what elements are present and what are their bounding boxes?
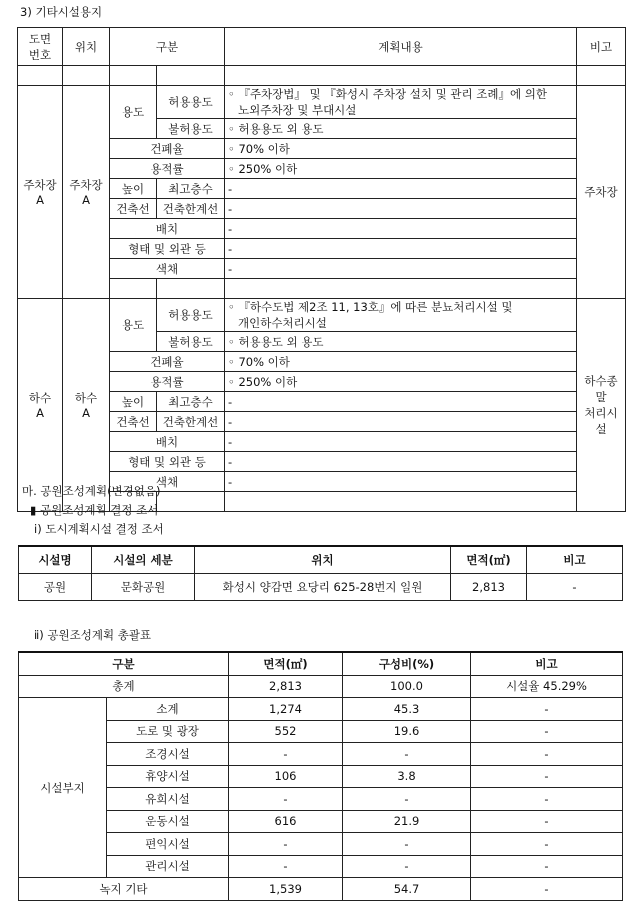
max-floors-text: -: [225, 179, 577, 199]
table-row: [18, 179, 626, 199]
max-floors-label: 최고층수: [157, 392, 225, 412]
sub-heading-ii: ⅱ) 공원조성계획 총괄표: [34, 628, 152, 642]
bullet-item: ▮ 공원조성계획 결정 조서: [30, 503, 159, 517]
form-text: -: [225, 452, 577, 472]
max-floors-label: 최고층수: [157, 179, 225, 199]
table-row: [19, 698, 623, 721]
cell-subtype: 문화공원: [92, 574, 195, 601]
coverage-label: 건폐율: [110, 352, 225, 372]
row-note: -: [471, 698, 623, 721]
header-area: 면적(㎡): [451, 546, 527, 574]
setback-text: -: [225, 199, 577, 219]
layout-text: -: [225, 432, 577, 452]
row-name: 유희시설: [107, 788, 229, 811]
setback-line-label: 건축한계선: [157, 199, 225, 219]
row-ratio: 21.9: [343, 810, 471, 833]
row-ratio: 3.8: [343, 765, 471, 788]
header-ratio: 구성비(%): [343, 652, 471, 675]
table-row: [18, 352, 626, 372]
total-ratio: 100.0: [343, 675, 471, 698]
disallowed-use-label: 불허용도: [157, 119, 225, 139]
row-ratio: -: [343, 743, 471, 766]
coverage-text: ◦ 70% 이하: [225, 352, 577, 372]
row-name: 휴양시설: [107, 765, 229, 788]
form-label: 형태 및 외관 등: [110, 452, 225, 472]
row-ratio: -: [343, 788, 471, 811]
header-plan: 계획내용: [225, 28, 577, 66]
green-row: [19, 878, 623, 901]
row-name: 운동시설: [107, 810, 229, 833]
block-location: 주차장 A: [63, 86, 110, 299]
table-header-row: [19, 546, 623, 574]
coverage-label: 건폐율: [110, 139, 225, 159]
row-name: 도로 및 광장: [107, 720, 229, 743]
row-ratio: -: [343, 855, 471, 878]
table-row: [18, 199, 626, 219]
block-no: 주차장 A: [18, 86, 63, 299]
setback-line-label: 건축한계선: [157, 412, 225, 432]
use-label: 용도: [110, 299, 157, 352]
table-row: [18, 432, 626, 452]
table-row: [18, 86, 626, 119]
allowed-use-text: ◦ 『주차장법』 및 『화성시 주차장 설치 및 관리 조례』에 의한 노외주차장 및 부대시설: [225, 86, 577, 119]
header-remark: 비고: [471, 652, 623, 675]
far-label: 용적률: [110, 372, 225, 392]
block-no: 하수 A: [18, 299, 63, 512]
layout-label: 배치: [110, 219, 225, 239]
disallowed-use-text: ◦ 허용용도 외 용도: [225, 332, 577, 352]
row-name: 조경시설: [107, 743, 229, 766]
block-location: 하수 A: [63, 299, 110, 512]
table-row: [19, 855, 623, 878]
header-category: 구분: [19, 652, 229, 675]
total-area: 2,813: [229, 675, 343, 698]
row-area: -: [229, 788, 343, 811]
table-header-row: [18, 28, 626, 66]
table-header-row: [19, 652, 623, 675]
setback-label: 건축선: [110, 412, 157, 432]
facility-decision-table: [18, 545, 623, 601]
row-area: 616: [229, 810, 343, 833]
form-label: 형태 및 외관 등: [110, 239, 225, 259]
table-row: [18, 299, 626, 332]
use-label: 용도: [110, 86, 157, 139]
row-note: -: [471, 810, 623, 833]
green-label: 녹지 기타: [19, 878, 229, 901]
coverage-text: ◦ 70% 이하: [225, 139, 577, 159]
table-row: [19, 574, 623, 601]
block-remark: 하수종말 처리시설: [577, 299, 626, 512]
far-label: 용적률: [110, 159, 225, 179]
color-text: -: [225, 472, 577, 492]
row-note: -: [471, 833, 623, 856]
form-text: -: [225, 239, 577, 259]
sub-heading-i: ⅰ) 도시계획시설 결정 조서: [34, 522, 164, 536]
allowed-use-label: 허용용도: [157, 299, 225, 332]
row-area: -: [229, 833, 343, 856]
row-area: -: [229, 855, 343, 878]
disallowed-use-label: 불허용도: [157, 332, 225, 352]
table-row: [19, 720, 623, 743]
table-row: [18, 239, 626, 259]
row-area: 552: [229, 720, 343, 743]
table-row: [18, 139, 626, 159]
row-name: 편익시설: [107, 833, 229, 856]
header-remark: 비고: [577, 28, 626, 66]
color-text: -: [225, 259, 577, 279]
section-title: 3) 기타시설용지: [20, 5, 103, 19]
green-ratio: 54.7: [343, 878, 471, 901]
row-note: -: [471, 855, 623, 878]
header-subtype: 시설의 세분: [92, 546, 195, 574]
allowed-use-label: 허용용도: [157, 86, 225, 119]
cell-location: 화성시 양감면 요당리 625-28번지 일원: [195, 574, 451, 601]
row-note: -: [471, 788, 623, 811]
total-label: 총계: [19, 675, 229, 698]
table-row: [18, 159, 626, 179]
header-location: 위치: [195, 546, 451, 574]
allowed-use-text: ◦ 『하수도법 제2조 11, 13호』에 따른 분뇨처리시설 및 개인하수처리시설: [225, 299, 577, 332]
layout-label: 배치: [110, 432, 225, 452]
table-row: [19, 743, 623, 766]
row-name: 관리시설: [107, 855, 229, 878]
table-row: [19, 833, 623, 856]
cell-remark: -: [527, 574, 623, 601]
group-label: 시설부지: [19, 698, 107, 878]
header-facility: 시설명: [19, 546, 92, 574]
header-location: 위치: [63, 28, 110, 66]
color-label: 색채: [110, 259, 225, 279]
table-row: [18, 412, 626, 432]
color-label: 색채: [110, 472, 225, 492]
setback-label: 건축선: [110, 199, 157, 219]
header-category: 구분: [110, 28, 225, 66]
far-text: ◦ 250% 이하: [225, 372, 577, 392]
row-note: -: [471, 743, 623, 766]
row-ratio: 19.6: [343, 720, 471, 743]
green-area: 1,539: [229, 878, 343, 901]
disallowed-use-text: ◦ 허용용도 외 용도: [225, 119, 577, 139]
green-note: -: [471, 878, 623, 901]
table-row: [19, 810, 623, 833]
table-row: [18, 392, 626, 412]
row-ratio: 45.3: [343, 698, 471, 721]
height-label: 높이: [110, 392, 157, 412]
row-area: -: [229, 743, 343, 766]
table-row: [18, 259, 626, 279]
row-area: 1,274: [229, 698, 343, 721]
setback-text: -: [225, 412, 577, 432]
table-row: [19, 765, 623, 788]
height-label: 높이: [110, 179, 157, 199]
cell-facility: 공원: [19, 574, 92, 601]
facility-plan-table: [17, 27, 626, 512]
layout-text: -: [225, 219, 577, 239]
row-note: -: [471, 765, 623, 788]
park-summary-table: [18, 651, 623, 901]
table-row: [18, 219, 626, 239]
header-area: 면적(㎡): [229, 652, 343, 675]
max-floors-text: -: [225, 392, 577, 412]
total-row: [19, 675, 623, 698]
block-remark: 주차장: [577, 86, 626, 299]
cell-area: 2,813: [451, 574, 527, 601]
row-name: 소계: [107, 698, 229, 721]
row-note: -: [471, 720, 623, 743]
row-ratio: -: [343, 833, 471, 856]
table-row: [19, 788, 623, 811]
far-text: ◦ 250% 이하: [225, 159, 577, 179]
row-area: 106: [229, 765, 343, 788]
total-note: 시설율 45.29%: [471, 675, 623, 698]
header-remark: 비고: [527, 546, 623, 574]
header-no: 도면 번호: [18, 28, 63, 66]
park-section-title: 마. 공원조성계획(변경없음): [22, 484, 161, 498]
table-row: [18, 372, 626, 392]
table-row: [18, 452, 626, 472]
